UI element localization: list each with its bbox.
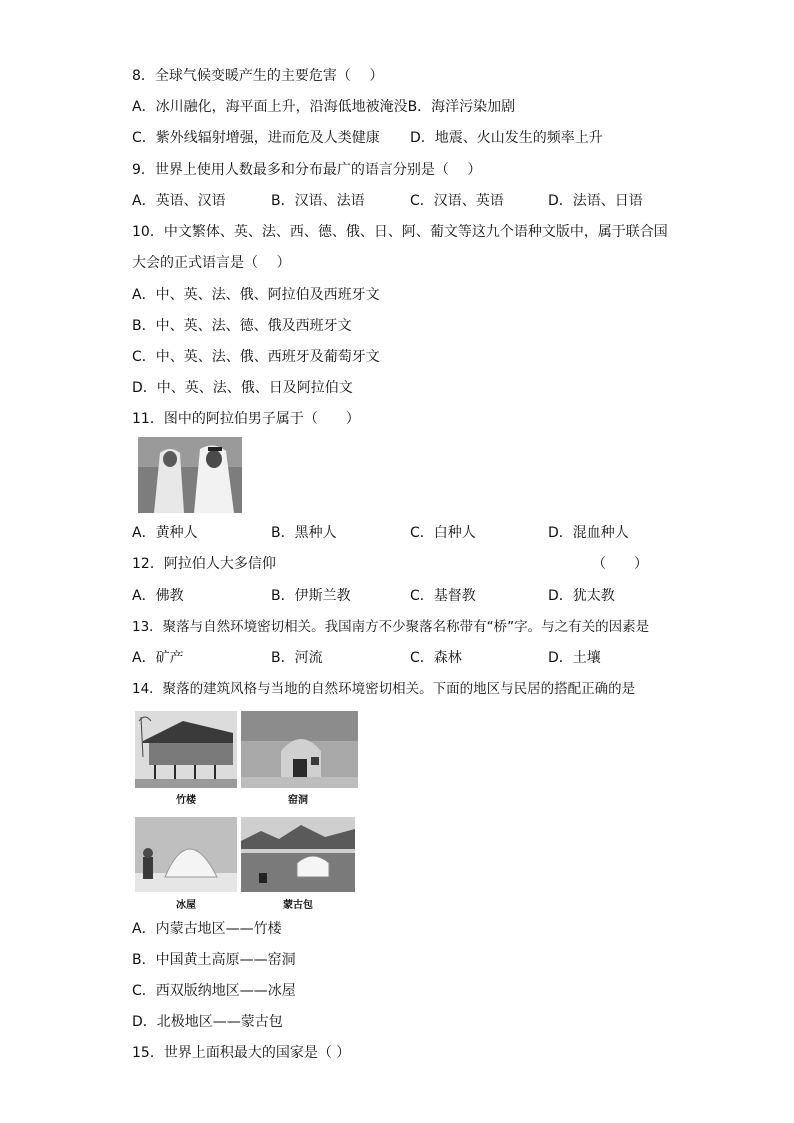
q10-option-b: B．中、英、法、德、俄及西班牙文 — [132, 318, 352, 334]
q9-stem: 9．世界上使用人数最多和分布最广的语言分别是（ ） — [132, 162, 482, 178]
q8-option-ab: A．冰川融化，海平面上升，沿海低地被淹没B．海洋污染加剧 — [132, 99, 516, 115]
caption-yurt: 蒙古包 — [283, 900, 313, 911]
q11-option-d: D．混血种人 — [548, 525, 629, 541]
q12-option-b: B．伊斯兰教 — [271, 588, 351, 604]
q10-stem-line2: 大会的正式语言是（ ） — [132, 255, 291, 271]
q13-stem: 13．聚落与自然环境密切相关。我国南方不少聚落名称带有“桥”字。与之有关的因素是 — [132, 619, 650, 635]
caption-bamboo-house: 竹楼 — [176, 795, 196, 806]
arab-men-photo — [138, 437, 242, 513]
bamboo-house-photo — [135, 711, 237, 788]
q10-option-d: D．中、英、法、俄、日及阿拉伯文 — [132, 380, 353, 396]
q11-option-b: B．黑种人 — [271, 525, 337, 541]
q10-option-a: A．中、英、法、俄、阿拉伯及西班牙文 — [132, 287, 380, 303]
q8-option-c: C．紫外线辐射增强，进而危及人类健康 — [132, 130, 380, 146]
q11-option-c: C．白种人 — [410, 525, 476, 541]
yurt-photo — [241, 817, 355, 892]
q14-option-d: D．北极地区——蒙古包 — [132, 1014, 283, 1030]
q9-option-d: D．法语、日语 — [548, 193, 643, 209]
q12-option-c: C．基督教 — [410, 588, 476, 604]
cave-dwelling-photo — [241, 711, 358, 788]
q8-stem: 8．全球气候变暖产生的主要危害（ ） — [132, 68, 384, 84]
q10-stem-line1: 10．中文繁体、英、法、西、德、俄、日、阿、葡文等这九个语种文版中，属于联合国 — [132, 224, 668, 240]
q11-stem: 11．图中的阿拉伯男子属于（ ） — [132, 411, 360, 427]
q15-stem: 15．世界上面积最大的国家是（ ） — [132, 1045, 351, 1061]
q12-option-d: D．犹太教 — [548, 588, 615, 604]
q12-option-a: A．佛教 — [132, 588, 184, 604]
q9-option-b: B．汉语、法语 — [271, 193, 365, 209]
q13-option-b: B．河流 — [271, 650, 323, 666]
q9-option-a: A．英语、汉语 — [132, 193, 226, 209]
q13-option-a: A．矿产 — [132, 650, 184, 666]
caption-cave-dwelling: 窑洞 — [288, 795, 308, 806]
q14-option-a: A．内蒙古地区——竹楼 — [132, 921, 282, 937]
q12-answer-paren: （ ） — [592, 556, 648, 572]
q14-stem: 14．聚落的建筑风格与当地的自然环境密切相关。下面的地区与民居的搭配正确的是 — [132, 681, 636, 697]
q13-option-c: C．森林 — [410, 650, 462, 666]
caption-igloo: 冰屋 — [176, 900, 196, 911]
q11-option-a: A．黄种人 — [132, 525, 198, 541]
q14-option-c: C．西双版纳地区——冰屋 — [132, 983, 296, 999]
q8-option-d: D．地震、火山发生的频率上升 — [410, 130, 603, 146]
q12-stem: 12．阿拉伯人大多信仰 — [132, 556, 276, 572]
q14-option-b: B．中国黄土高原——窑洞 — [132, 952, 296, 968]
q10-option-c: C．中、英、法、俄、西班牙及葡萄牙文 — [132, 349, 380, 365]
q9-option-c: C．汉语、英语 — [410, 193, 504, 209]
igloo-photo — [135, 817, 237, 892]
q13-option-d: D．土壤 — [548, 650, 601, 666]
